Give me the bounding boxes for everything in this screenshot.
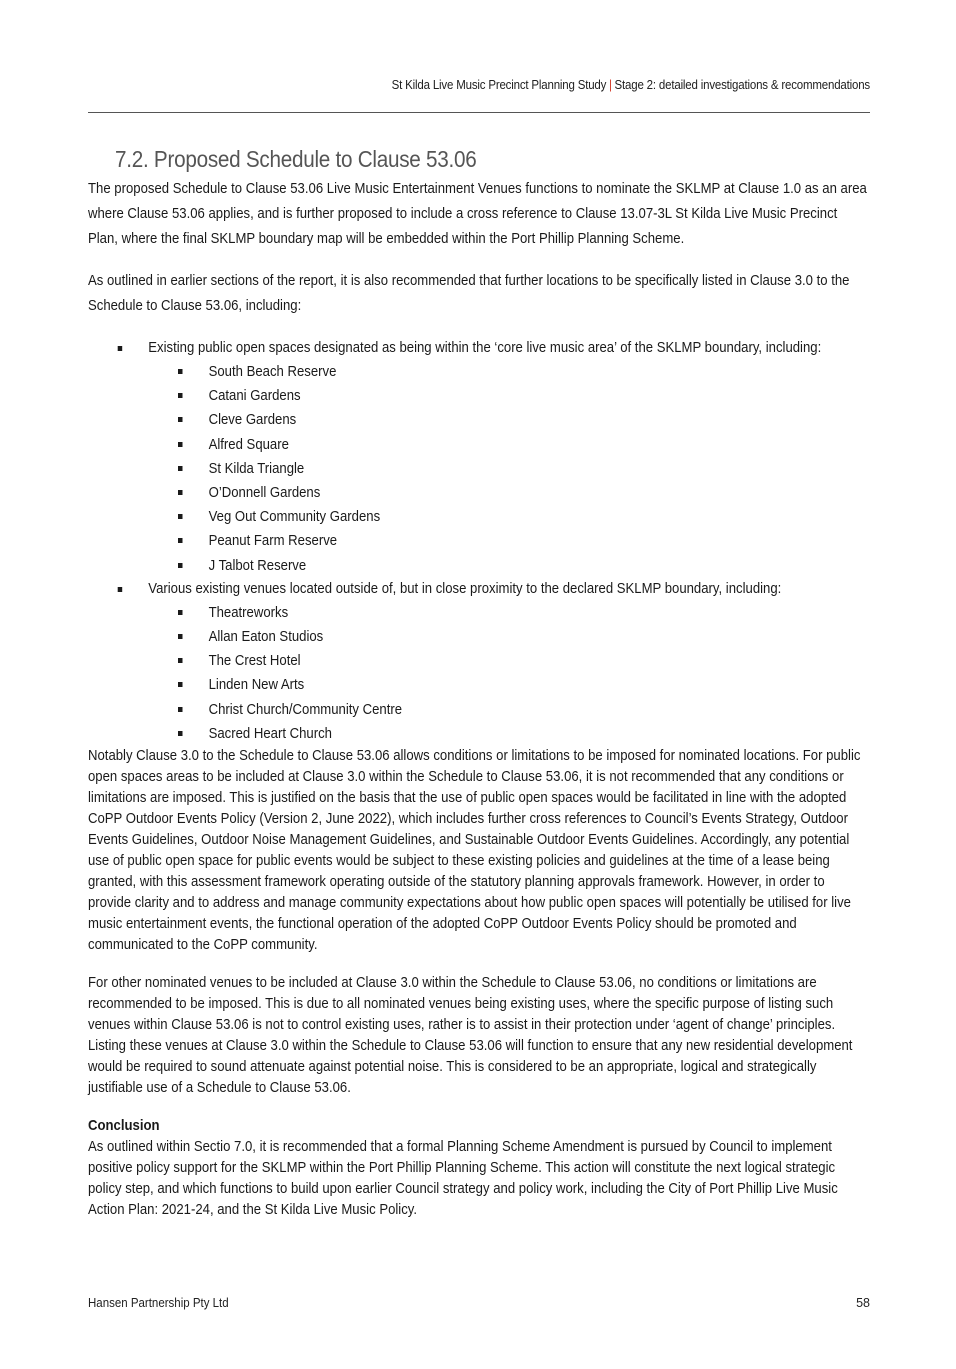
sub-list-item: Linden New Arts <box>148 673 870 697</box>
section-heading: 7.2. Proposed Schedule to Clause 53.06 <box>115 146 477 172</box>
sub-list-item: St Kilda Triangle <box>148 457 870 481</box>
footer-company: Hansen Partnership Pty Ltd <box>88 1296 229 1310</box>
conclusion-heading: Conclusion <box>88 1118 160 1135</box>
main-content <box>88 146 870 1221</box>
sub-list-item: South Beach Reserve <box>148 360 870 384</box>
conclusion-paragraph: As outlined within Sectio 7.0, it is recommended that a formal Planning Scheme Amendment is pursued by Council to implement positive policy support for the SKLMP within the Port Phillip Planning Scheme. This action will constitute the next logical strategic policy step, and which functions to build upon earlier Council strategy and policy work, including the City of Port Phillip Live Music Action Plan: 2021-24, and the St Kilda Live Music Policy. <box>88 1139 838 1219</box>
sub-list-item: Theatreworks <box>148 601 870 625</box>
open-spaces-sublist <box>148 360 870 578</box>
list-item-text: Existing public open spaces designated as being within the ‘core live music area’ of the SKLMP boundary, including: <box>148 340 822 356</box>
list-item <box>88 578 870 746</box>
list-item <box>88 337 870 578</box>
header-rule <box>88 112 870 113</box>
sub-list-item: The Crest Hotel <box>148 649 870 673</box>
sub-list-item: O’Donnell Gardens <box>148 481 870 505</box>
sub-list-item: Veg Out Community Gardens <box>148 505 870 529</box>
venues-sublist <box>148 601 870 746</box>
running-header <box>151 78 870 92</box>
header-title: St Kilda Live Music Precinct Planning Study <box>391 78 607 92</box>
header-subtitle: Stage 2: detailed investigations & recommendations <box>614 78 870 92</box>
sub-list-item: Cleve Gardens <box>148 408 870 432</box>
sub-list-item: Peanut Farm Reserve <box>148 529 870 553</box>
paragraph-3: Notably Clause 3.0 to the Schedule to Clause 53.06 allows conditions or limitations to be imposed for nominated locations. For public open spaces areas to be included at Clause 3.0 within the Schedule to Clause 53.06, it is not recommended that any conditions or limitations are imposed. This is justified on the basis that the use of public open spaces would be facilitated in line with the adopted CoPP Outdoor Events Policy (Version 2, June 2022), which includes further cross references to Council’s Events Strategy, Outdoor Events Guidelines, Outdoor Noise Management Guidelines, and Sustainable Outdoor Events Guidelines. Accordingly, any potential use of public open space for public events would be subject to these existing policies and guidelines at the time of a lease being granted, with this assessment framework operating outside of the statutory planning approvals framework. However, in order to provide clarity and to address and manage community expectations about how public open spaces will potentially be utilised for live music entertainment events, the functional operation of the adopted CoPP Outdoor Events Policy should be promoted and communicated to the CoPP community. <box>88 748 861 954</box>
sub-list-item: J Talbot Reserve <box>148 554 870 578</box>
locations-list <box>88 337 870 746</box>
paragraph-1: The proposed Schedule to Clause 53.06 Live Music Entertainment Venues functions to nominate the SKLMP at Clause 1.0 as an area where Clause 53.06 applies, and is further proposed to include a cross reference to Clause 13.07-3L St Kilda Live Music Precinct Plan, where the final SKLMP boundary map will be embedded within the Port Phillip Planning Scheme. <box>88 181 867 247</box>
header-separator: | <box>608 78 612 92</box>
list-item-text: Various existing venues located outside of, but in close proximity to the declared SKLMP boundary, including: <box>148 580 782 597</box>
sub-list-item: Christ Church/Community Centre <box>148 698 870 722</box>
sub-list-item: Catani Gardens <box>148 384 870 408</box>
paragraph-4: For other nominated venues to be included at Clause 3.0 within the Schedule to Clause 53.06, no conditions or limitations are recommended to be imposed. This is due to all nominated venues being existing uses, where the specific purpose of listing such venues within Clause 53.06 is not to control existing uses, rather is to assist in their protection under ‘agent of change’ principles. Listing these venues at Clause 3.0 within the Schedule to Clause 53.06 will function to ensure that any new residential development would be required to sound attenuate against potential noise. This is considered to be an appropriate, logical and strategically justifiable use of a Schedule to Clause 53.06. <box>88 975 853 1097</box>
sub-list-item: Sacred Heart Church <box>148 722 870 746</box>
sub-list-item: Allan Eaton Studios <box>148 625 870 649</box>
paragraph-2: As outlined in earlier sections of the report, it is also recommended that further locations to be specifically listed in Clause 3.0 to the Schedule to Clause 53.06, including: <box>88 273 850 314</box>
page-number: 58 <box>856 1296 870 1310</box>
sub-list-item: Alfred Square <box>148 433 870 457</box>
